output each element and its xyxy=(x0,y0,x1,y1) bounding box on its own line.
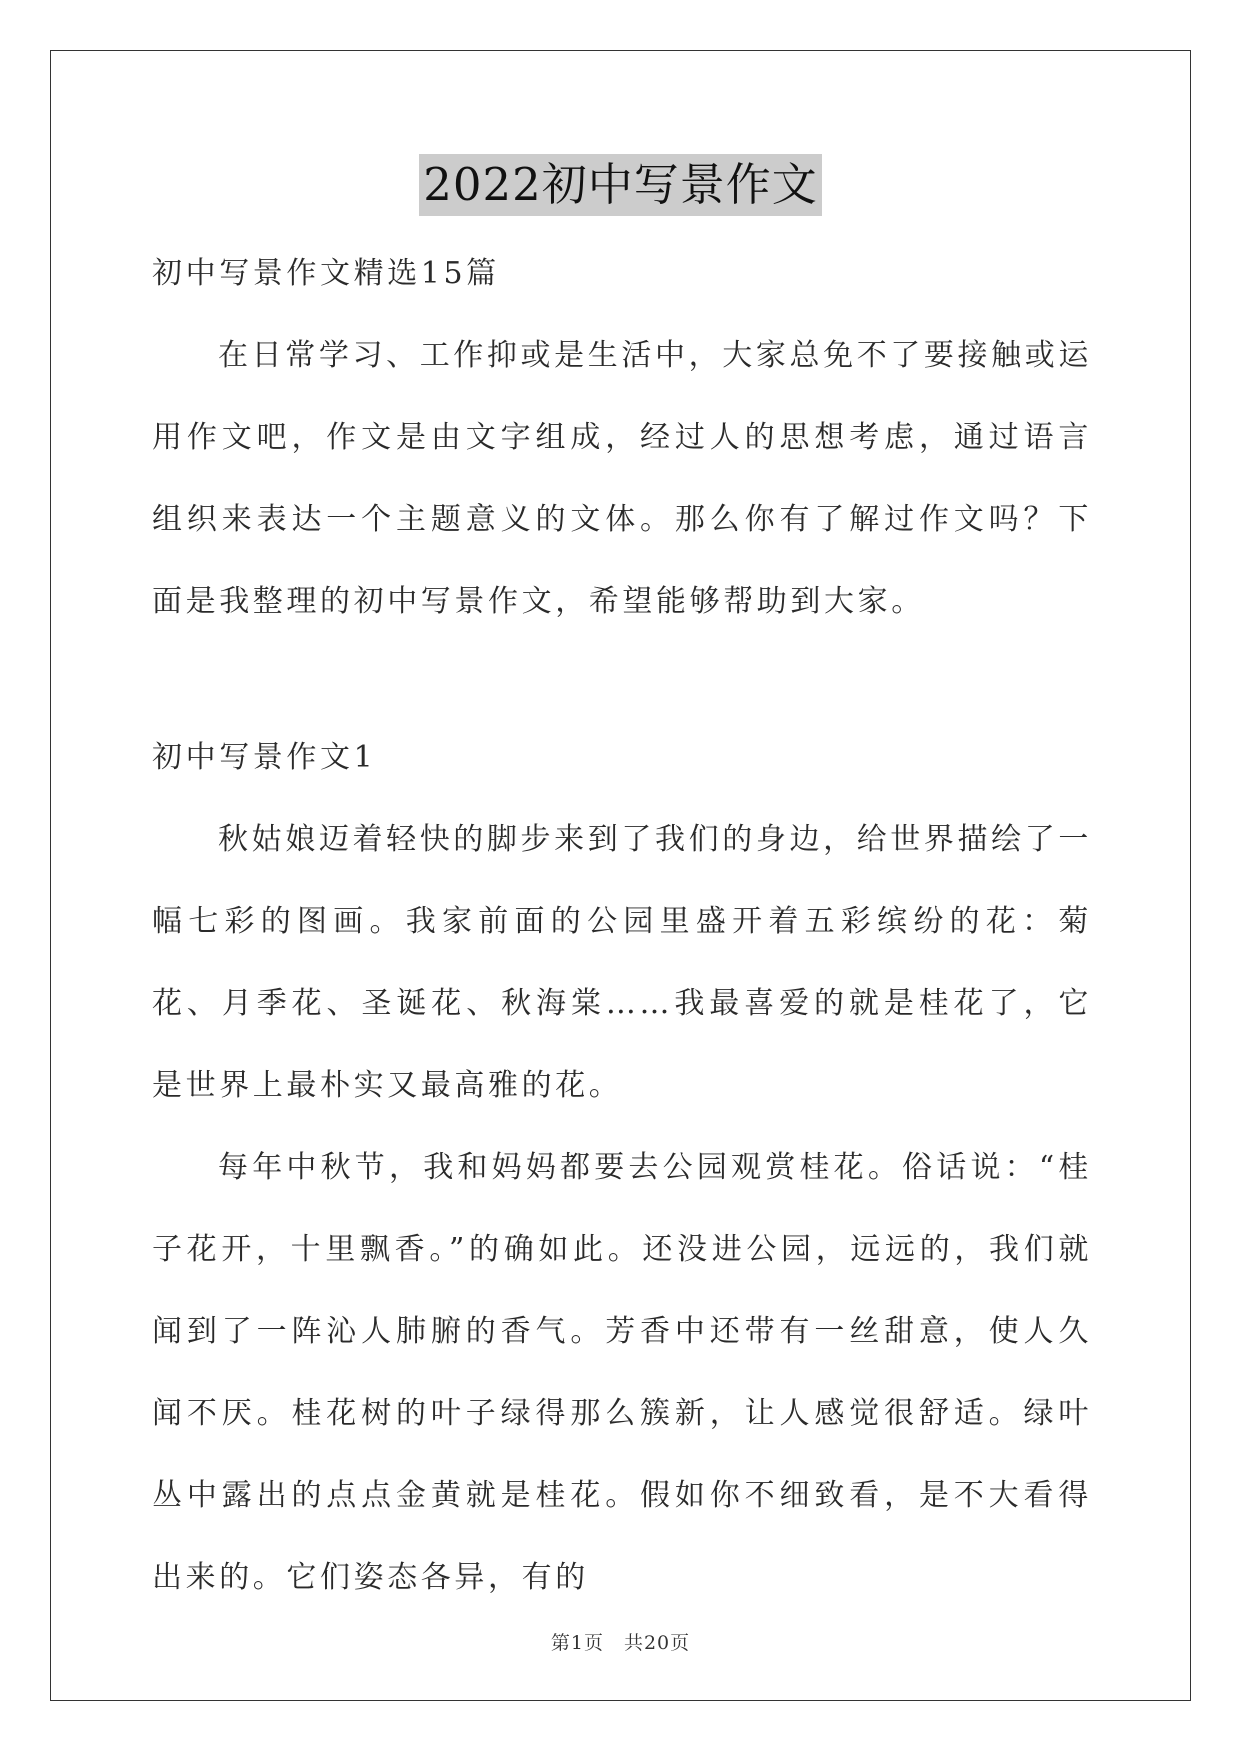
section-spacer xyxy=(152,643,1092,717)
intro-paragraph: 在日常学习、工作抑或是生活中，大家总免不了要接触或运用作文吧，作文是由文字组成，经过人的思想考虑，通过语言组织来表达一个主题意义的文体。那么你有了解过作文吗？下面是我整理的初中写景作文，希望能够帮助到大家。 xyxy=(152,338,1092,619)
body-paragraph-1: 秋姑娘迈着轻快的脚步来到了我们的身边，给世界描绘了一幅七彩的图画。我家前面的公园里盛开着五彩缤纷的花：菊花、月季花、圣诞花、秋海棠……我最喜爱的就是桂花了，它是世界上最朴实又最高雅的花。 xyxy=(152,822,1092,1103)
page-footer: 第1页 共20页 xyxy=(550,1632,691,1654)
document-body xyxy=(152,233,1092,1619)
body-paragraph-2: 每年中秋节，我和妈妈都要去公园观赏桂花。俗话说：“桂子花开，十里飘香。”的确如此。还没进公园，远远的，我们就闻到了一阵沁人肺腑的香气。芳香中还带有一丝甜意，使人久闻不厌。桂花树的叶子绿得那么簇新，让人感觉很舒适。绿叶丛中露出的点点金黄就是桂花。假如你不细致看，是不大看得出来的。它们姿态各异，有的 xyxy=(152,1150,1092,1595)
section-heading: 初中写景作文1 xyxy=(152,740,377,775)
document-title xyxy=(0,154,1241,216)
document-subtitle: 初中写景作文精选15篇 xyxy=(152,256,500,291)
document-title-text: 2022初中写景作文 xyxy=(419,154,822,216)
